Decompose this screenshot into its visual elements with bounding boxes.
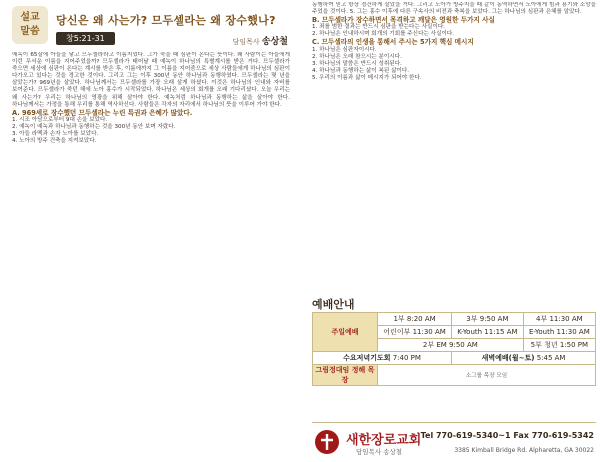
sermon-body — [12, 52, 290, 404]
church-logo-icon — [314, 429, 340, 455]
dawn-time: 5:45 AM — [536, 354, 566, 362]
dawn-worship — [452, 352, 596, 365]
paragraph: 오늘 우리는 왜 사는가? 우리는 하나님의 영광을 위해 살아야 한다. 예녹처럼 하나님과 동행하는 삶을 살아야 한다. — [12, 87, 290, 101]
service-time: 5부 청년 1:50 PM — [523, 339, 595, 352]
sermon-tag — [12, 6, 48, 44]
table-row — [313, 365, 596, 386]
church-phone: Tel 770-619-5340~1 Fax 770-619-5342 — [420, 431, 594, 440]
church-footer — [312, 422, 596, 459]
church-pastor-name: 송상철 — [383, 448, 403, 456]
worship-title: 예배안내 — [312, 298, 355, 311]
service-time: 어린이부 11:30 AM — [378, 326, 452, 339]
list-item: 3. 하나님의 말씀은 반드시 성취된다. — [312, 60, 402, 67]
right-column — [304, 0, 600, 462]
service-time: 2부 EM 9:50 AM — [378, 339, 524, 352]
wed-label: 수요저녁기도회 — [343, 354, 391, 362]
list-item: 4. 하나님과 동행하는 삶이 복된 삶이다. — [312, 67, 410, 74]
list-item: 1. 죄를 범한 결과는 반드시 심판을 받는다는 사실이다. — [312, 24, 446, 31]
list-item: 4. 노아의 방주 건축을 지켜보았다. — [12, 138, 97, 145]
table-row — [313, 313, 596, 326]
service-time: 1부 8:20 AM — [378, 313, 452, 326]
service-time: E-Youth 11:30 AM — [523, 326, 595, 339]
dawn-label: 새벽예배(월~토) — [481, 354, 535, 362]
service-time: 3부 9:50 AM — [452, 313, 524, 326]
section-a-list — [12, 117, 290, 145]
paragraph: 동행하여 믿고 항상 경건하게 살았을 거다. 그리고 노아가 방주지을 때 같이 동역하면서 노아에게 힘과 용기와 소망을 주었을 것이다. — [312, 2, 596, 16]
small-group-label: 그림정대임 정해 목장 — [313, 365, 378, 386]
paragraph: 므두셀라는 몇 년을 살았는가? 969년을 살았다. 하나님께서는 므두셀라를 가장 오래 살게 하셨다. 이것은 하나님의 인내와 자비를 보여준다. 므두셀라가 죽던 해에 노아 홍수가 시작되었다. 하나님은 세상의 회개를 오래 기다리셨다. — [12, 73, 290, 94]
table-row — [313, 352, 596, 365]
list-item: 2. 하나님은 오래 참으시는 분이시다. — [312, 53, 402, 60]
church-address: 3385 Kimball Bridge Rd. Alpharetta, GA 30022 — [454, 447, 594, 454]
section-c-list — [312, 47, 596, 82]
list-item: 2. 예녹이 예녹과 하나님과 동행하는 것을 300년 동안 보며 자랐다. — [12, 123, 176, 130]
pastor-label: 담임목사 — [232, 38, 260, 46]
sermon-title: 당신은 왜 사는가? 므두셀라는 왜 장수했나? — [56, 14, 276, 27]
sunday-worship-label: 주일예배 — [313, 313, 378, 352]
list-item: 1. 시조 아담으로부터 9대 손을 보았다. — [12, 116, 108, 123]
paragraph: 5. 그는 홍수 이후에 다른 구속사의 비전과 축복을 보았다. 그는 하나님의 심판과 은혜를 알았다. — [349, 9, 582, 16]
wed-time: 7:40 PM — [392, 354, 421, 362]
paragraph: 예녹이 65살에 아들을 낳고 므두셀라라고 이름지었다. 그가 죽을 때 심판이 온다는 뜻이다. 왜 사람이는 아들에게 이런 무서운 이름을 지어주었을까? 므두셀라가 태어날 때 예녹이 하나님의 특별계시를 받은 거다. 므두셀라가 죽으면 세상에 심판이 온다는 계시를 받은 후, 이름에까지 그 이름을 지어줌으로 세상 사람들에게 하나님의 심판이 다가오고 있다는 것을 경고한 것이다. 그리고 그는 이후 300년 동안 하나님과 동행하였다. — [12, 52, 290, 80]
sermon-body-continued — [312, 2, 596, 282]
sermon-pastor — [233, 34, 288, 47]
section-heading-c: C. 므두셀라의 인생을 통해서 주시는 5가지 핵심 메시지 — [312, 38, 474, 47]
small-group-note: 소그룹 목장 모임 — [378, 365, 596, 386]
section-heading-b: B. 므두셀라가 장수하면서 목격하고 깨달은 영원한 두가지 사실 — [312, 16, 495, 25]
church-name: 새한장로교회 — [346, 433, 422, 448]
church-pastor-label: 담임목사 — [356, 448, 382, 456]
list-item: 1. 하나님은 심판자이시다. — [312, 46, 377, 53]
section-heading-a: A. 969세로 장수했던 므두셀라는 누린 특권과 은혜가 많았다. — [12, 108, 193, 117]
list-item: 5. 우리의 이름과 삶이 메시지가 되어야 한다. — [312, 74, 422, 81]
list-item: 2. 하나님은 인내하시며 회개의 기회를 주신다는 사실이다. — [312, 31, 455, 38]
paragraph: 하나님께서는 가정을 통해 우리를 통해 역사하신다. 사람들은 각자의 자리에서 하나님의 뜻을 이루어 가야 한다. — [12, 101, 282, 108]
sermon-verse: 창5:21-31 — [56, 32, 115, 45]
church-pastor — [356, 447, 402, 456]
worship-schedule-table — [312, 312, 596, 386]
section-b-list — [312, 24, 596, 38]
pastor-name: 송상철 — [261, 37, 288, 47]
sermon-header — [12, 2, 290, 48]
wednesday-prayer — [313, 352, 452, 365]
list-item: 3. 아들 라멕과 손자 노아를 보았다. — [12, 131, 99, 138]
tag-line-2: 말씀 — [20, 26, 40, 37]
service-time: K-Youth 11:15 AM — [452, 326, 524, 339]
tag-line-1: 설교 — [20, 12, 40, 23]
service-time: 4부 11:30 AM — [523, 313, 595, 326]
